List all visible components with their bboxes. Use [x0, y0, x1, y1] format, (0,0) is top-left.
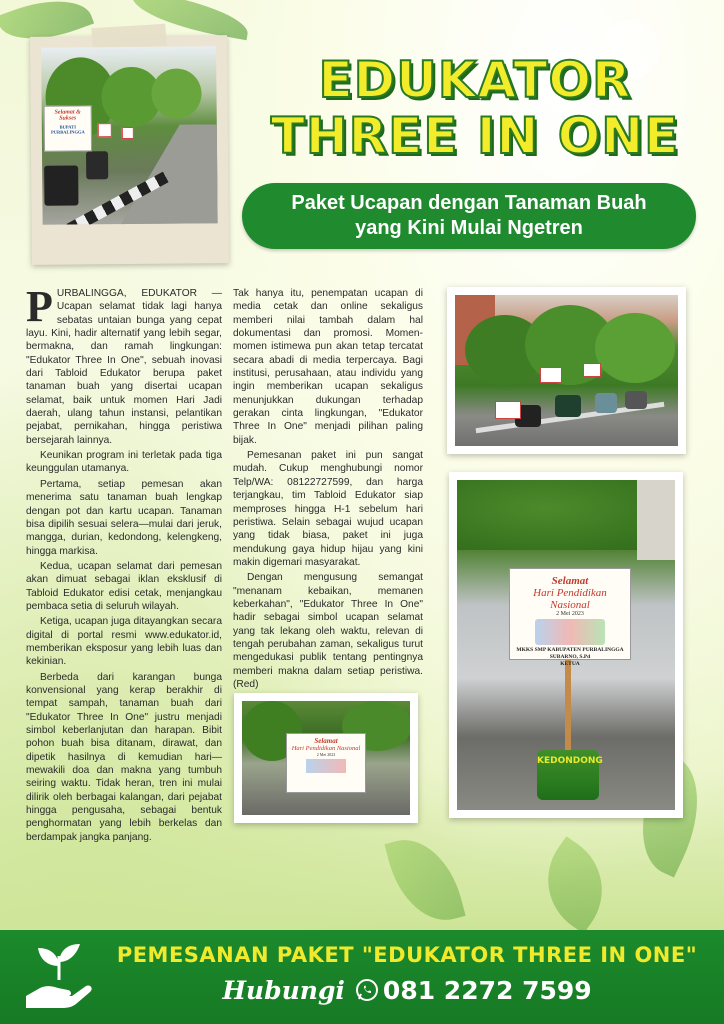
photo-potted-plants [447, 287, 686, 454]
footer-order-text: PEMESANAN PAKET "EDUKATOR THREE IN ONE" [116, 943, 698, 967]
article-paragraph: Tak hanya itu, penempatan ucapan di media cetak dan online sekaligus memberi nilai tambah dalam hal dokumentasi dan promosi. Momen-momen istimewa pun akan tetap tercatat secara abadi di media terpercaya. Bagi institusi, perusahaan, atau individu yang ingin memberikan ucapan sekaligus menunjukkan dukungan terhadap gerakan cinta lingkungan, "Edukator Three In One" menjadi pilihan paling bijak. [233, 288, 423, 446]
leaf-decoration [526, 836, 623, 933]
subtitle-line: Paket Ucapan dengan Tanaman Buah [291, 192, 647, 214]
plant-pot [537, 750, 603, 800]
article-paragraph: Pertama, setiap pemesan akan menerima satu tanaman buah lengkap dengan pot dan kartu ucapan. Tanaman bisa dipilih sesuai selera—mulai dari jeruk, mangga, durian, kedondong, kelengkeng, hingga markisa. [26, 478, 222, 557]
sign-organization: SUBARNO, S.Pd [549, 654, 591, 660]
article-column-1 [26, 282, 222, 846]
hardiknas-sign-large [509, 568, 631, 667]
sign-event: Hari Pendidikan Nasional [533, 587, 607, 611]
photo-plant-row-street [30, 35, 229, 265]
article-paragraph: Pemesanan paket ini pun sangat mudah. Cukup menghubungi nomor Telp/WA: 08122727599, dan harga terjangkau, tim Tabloid Edukator siap memproses hingga H-1 sebelum hari peristiwa. Selain sebagai wujud ucapan yang tidak biasa, paket ini juga mendukung gaya hidup hijau yang kini makin digemari masyarakat. [233, 450, 423, 568]
footer-banner [0, 930, 724, 1024]
article-paragraph: Ketiga, ucapan juga ditayangkan secara digital di portal resmi www.edukator.id, memberikan eksposur yang lebih luas dan kekinian. [26, 616, 222, 668]
photo-kedondong-tree [449, 472, 683, 818]
pot-label: KEDONDONG [537, 756, 603, 766]
dropcap: P [26, 282, 53, 331]
hand-sprout-icon [22, 940, 96, 1014]
article-paragraph: Keunikan program ini terletak pada tiga keunggulan utamanya. [26, 450, 222, 475]
hardiknas-sign-small [286, 733, 366, 793]
sign-text: BUPATI PURBALINGGA [50, 124, 85, 135]
sign-organization: KETUA [560, 661, 580, 667]
page-title [250, 52, 700, 164]
article-paragraph: Berbeda dari karangan bunga konvensional yang kerap berakhir di tempat sampah, tanaman buah dari "Edukator Three In One" justru menjadi simbol keberlanjutan dan harapan. Bibit pohon buah bisa ditanam, dirawat, dan dipetik hasilnya di kemudian hari—mewakili doa dan makna yang tumbuh seiring waktu. Tidak heran, tren ini mulai dilirik oleh berbagai kalangan, dari pejabat hingga pengusaha, sebagai bentuk penghormatan yang lebih berkelas dan berdampak jangka panjang. [26, 671, 222, 843]
contact-label: Hubungi [222, 976, 345, 1005]
sign-event: Hari Pendidikan Nasional [291, 745, 361, 752]
sign-date: 2 Mei 2023 [556, 611, 584, 617]
leaf-decoration [384, 829, 465, 931]
article-paragraph: PURBALINGGA, EDUKATOR — Ucapan selamat tidak lagi hanya sebatas untaian bunga yang cepat layu. Kini, hadir alternatif yang lebih segar, bermakna, dan ramah lingkungan: "Edukator Three In One", sebuah inovasi dari Tabloid Edukator berupa paket tanaman buah yang disertai ucapan selamat, baik untuk momen Hari Jadi daerah, ulang tahun instansi, pelantikan pejabat, pernikahan, hingga peristiwa bersejarah lainnya. [26, 282, 222, 446]
article-column-2 [233, 287, 423, 693]
article-paragraph: Kedua, ucapan selamat dari pemesan akan dimuat sebagai iklan eksklusif di Tabloid Edukator edisi cetak, menjangkau pembaca setia di seluruh wilayah. [26, 560, 222, 612]
sign-greeting: Selamat [314, 737, 338, 745]
sign-greeting: Selamat [551, 575, 589, 587]
title-line: EDUKATOR [318, 51, 632, 109]
article-paragraph: Dengan mengusung semangat "menanam kebaikan, memanen keberkahan", "Edukator Three In One" hadir sebagai simbol ucapan selamat yang tak lekang oleh waktu, relevan di tengah perubahan zaman, sekaligus turut mengedukasi publik tentang pentingnya memberi makna dalam setiap peristiwa. (Red) [233, 572, 423, 690]
sign-illustration [535, 619, 605, 645]
footer-contact [107, 976, 707, 1005]
whatsapp-icon [355, 978, 379, 1002]
sign-date: 2 Mei 2023 [316, 752, 336, 757]
subtitle-banner [242, 183, 696, 249]
sign-organization: MKKS SMP KABUPATEN PURBALINGGA [516, 647, 624, 653]
sign-text: Selamat & Sukses [54, 109, 81, 122]
photo-hardiknas-small [234, 693, 418, 823]
sign-illustration [306, 759, 346, 773]
title-line: THREE IN ONE [270, 107, 680, 165]
greeting-sign [44, 105, 92, 151]
phone-number[interactable]: 081 2272 7599 [382, 976, 592, 1005]
subtitle-line: yang Kini Mulai Ngetren [355, 217, 583, 239]
